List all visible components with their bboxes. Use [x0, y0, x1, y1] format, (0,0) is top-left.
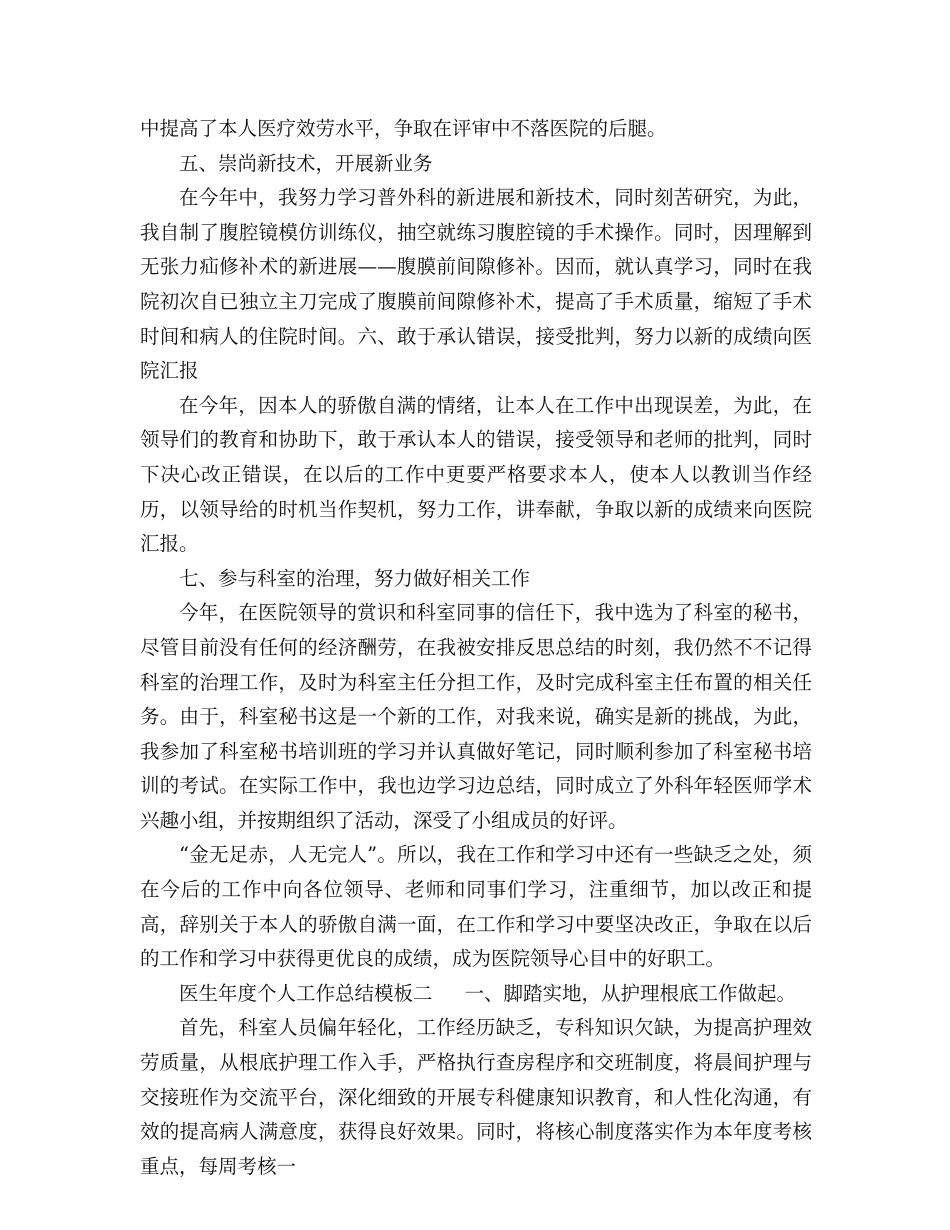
section-heading-seven: 七、参与科室的治理，努力做好相关工作 [179, 566, 531, 590]
section-heading-five: 五、崇尚新技术，开展新业务 [179, 151, 433, 175]
paragraph-admit-mistakes: 在今年，因本人的骄傲自满的情绪，让本人在工作中出现误差，为此，在领导们的教育和协助下，敢于承认本人的错误，接受领导和老师的批判，同时下决心改正错误，在以后的工作中更要严格要求本人，使本人以教训当作经历，以领导给的时机当作契机，努力工作，讲奉献，争取以新的成绩来向医院汇报。 [140, 393, 812, 556]
paragraph-self-reflection: “金无足赤，人无完人”。所以，我在工作和学习中还有一些缺乏之处，须在今后的工作中向各位领导、老师和同事们学习，注重细节，加以改正和提高，辞别关于本人的骄傲自满一面，在工作和学习中要坚决改正，争取在以后的工作和学习中获得更优良的成绩，成为医院领导心目中的好职工。 [140, 843, 812, 971]
paragraph-nursing-basics: 首先，科室人员偏年轻化，工作经历缺乏，专科知识欠缺，为提高护理效劳质量，从根底护理工作入手，严格执行查房程序和交班制度，将晨间护理与交接班作为交流平台，深化细致的开展专科健康知识教育，和人性化沟通，有效的提高病人满意度，获得良好效果。同时，将核心制度落实作为本年度考核重点，每周考核一 [140, 1016, 812, 1178]
template-two-heading-line [140, 977, 812, 1012]
section-heading-one: 一、脚踏实地，从护理根底工作做起。 [464, 981, 797, 1005]
paragraph-continuation: 中提高了本人医疗效劳水平，争取在评审中不落医院的后腿。 [140, 117, 667, 140]
template-two-title: 医生年度个人工作总结模板二 [179, 981, 433, 1005]
document-body [140, 112, 812, 1184]
paragraph-new-technology: 在今年中，我努力学习普外科的新进展和新技术，同时刻苦研究，为此，我自制了腹腔镜模仿训练仪，抽空就练习腹腔镜的手术操作。同时，因理解到无张力疝修补术的新进展——腹膜前间隙修补。因而，就认真学习，同时在我院初次自已独立主刀完成了腹膜前间隙修补术，提高了手术质量，缩短了手术时间和病人的住院时间。六、敢于承认错误，接受批判，努力以新的成绩向医院汇报 [140, 186, 812, 383]
paragraph-department-secretary: 今年，在医院领导的赏识和科室同事的信任下，我中选为了科室的秘书，尽管目前没有任何的经济酬劳，在我被安排反思总结的时刻，我仍然不不记得科室的治理工作，及时为科室主任分担工作，及时完成科室主任布置的相关任务。由于，科室秘书这是一个新的工作，对我来说，确实是新的挑战，为此，我参加了科室秘书培训班的学习并认真做好笔记，同时顺利参加了科室秘书培训的考试。在实际工作中，我也边学习边总结，同时成立了外科年轻医师学术兴趣小组，并按期组织了活动，深受了小组成员的好评。 [140, 601, 812, 832]
